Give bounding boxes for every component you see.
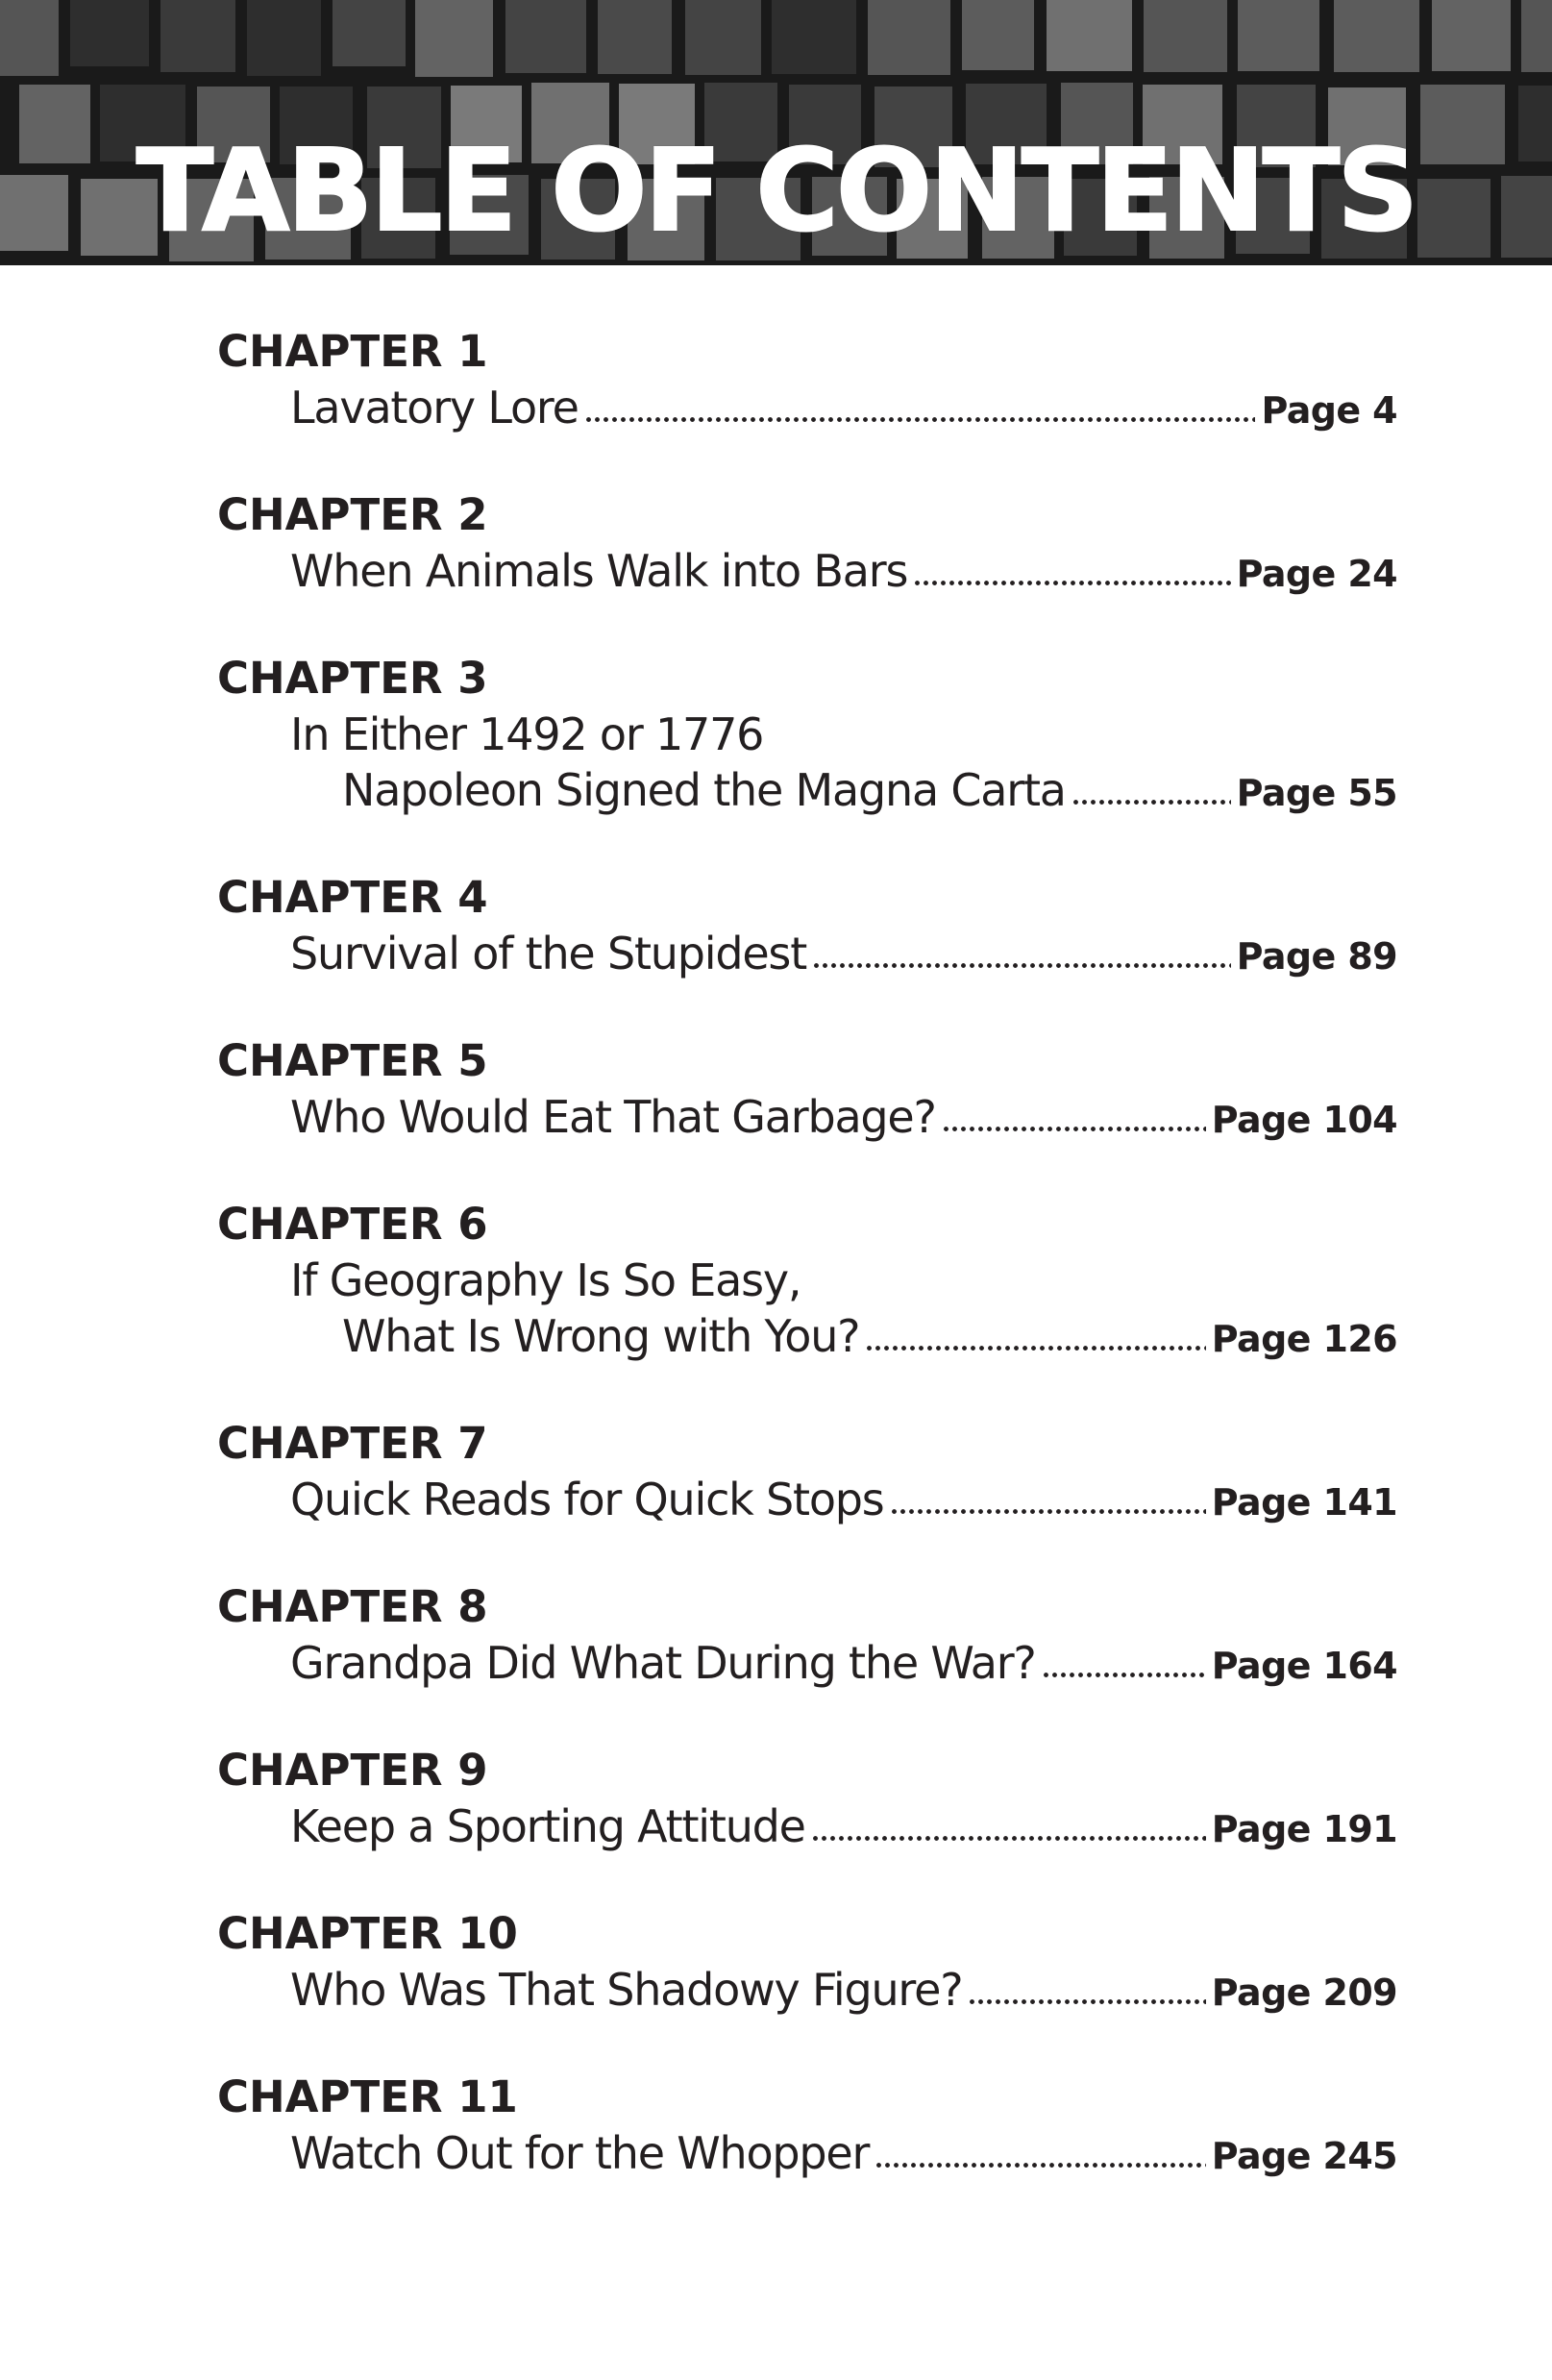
mosaic-tile	[1047, 0, 1132, 71]
chapter-heading: CHAPTER 10	[217, 1908, 518, 1959]
page-number: Page 245	[1211, 2135, 1397, 2177]
mosaic-tile	[70, 0, 149, 66]
page-number: Page 4	[1261, 389, 1397, 432]
page-number: Page 104	[1211, 1099, 1397, 1141]
chapter-title: Who Was That Shadowy Figure?	[290, 1964, 963, 2016]
mosaic-tile	[247, 0, 321, 76]
mosaic-tile	[1334, 0, 1419, 72]
page-number: Page 55	[1236, 772, 1397, 814]
chapter-title: Lavatory Lore	[290, 382, 579, 434]
chapter-entry-5	[217, 1034, 1397, 1198]
chapter-title-line[interactable]	[290, 379, 1397, 436]
chapter-title-line[interactable]	[290, 1471, 1397, 1528]
page-number: Page 191	[1211, 1808, 1397, 1850]
chapter-title-line[interactable]	[342, 1307, 1397, 1365]
chapter-entry-1	[217, 325, 1397, 488]
page-number: Page 164	[1211, 1645, 1397, 1687]
mosaic-tile	[1238, 0, 1319, 71]
chapter-heading: CHAPTER 11	[217, 2071, 518, 2122]
chapter-entry-7	[217, 1417, 1397, 1580]
chapter-title-line[interactable]	[290, 542, 1397, 600]
chapter-entry-10	[217, 1907, 1397, 2070]
mosaic-tile	[0, 0, 59, 76]
chapter-heading: CHAPTER 4	[217, 872, 488, 923]
chapter-title: Grandpa Did What During the War?	[290, 1637, 1036, 1689]
dot-leader	[865, 1342, 1205, 1353]
mosaic-tile	[685, 0, 761, 75]
mosaic-tile	[1521, 0, 1552, 72]
page-number: Page 126	[1211, 1318, 1397, 1360]
dot-leader	[875, 2159, 1206, 2170]
chapter-entry-2	[217, 488, 1397, 652]
chapter-heading: CHAPTER 6	[217, 1199, 488, 1250]
chapter-title: Quick Reads for Quick Stops	[290, 1474, 884, 1525]
mosaic-tile	[1432, 0, 1511, 71]
chapter-heading: CHAPTER 9	[217, 1745, 488, 1796]
chapter-entry-8	[217, 1580, 1397, 1744]
mosaic-tile	[868, 0, 950, 75]
chapter-entry-9	[217, 1744, 1397, 1907]
mosaic-tile	[333, 0, 406, 66]
chapter-title-line[interactable]	[342, 761, 1397, 819]
chapter-heading: CHAPTER 7	[217, 1418, 488, 1469]
chapter-title: Watch Out for the Whopper	[290, 2127, 870, 2179]
chapter-heading: CHAPTER 3	[217, 653, 488, 704]
chapter-title: Who Would Eat That Garbage?	[290, 1091, 936, 1143]
chapter-title: Keep a Sporting Attitude	[290, 1800, 805, 1852]
dot-leader	[1042, 1669, 1206, 1680]
chapter-title-line[interactable]	[290, 1088, 1397, 1146]
dot-leader	[584, 413, 1256, 425]
page-number: Page 209	[1211, 1971, 1397, 2014]
table-of-contents	[217, 325, 1397, 2234]
header-banner	[0, 0, 1552, 265]
chapter-title: When Animals Walk into Bars	[290, 545, 908, 597]
page-number: Page 24	[1236, 553, 1397, 595]
chapter-heading: CHAPTER 2	[217, 489, 488, 540]
chapter-title-line[interactable]	[290, 1634, 1397, 1692]
mosaic-tile	[505, 0, 586, 73]
chapter-title: Napoleon Signed the Magna Carta	[342, 764, 1066, 816]
mosaic-tile	[962, 0, 1034, 70]
dot-leader	[890, 1505, 1206, 1517]
dot-leader	[942, 1123, 1206, 1134]
dot-leader	[811, 1832, 1206, 1844]
chapter-title: Survival of the Stupidest	[290, 928, 807, 979]
chapter-heading: CHAPTER 5	[217, 1035, 488, 1086]
mosaic-tile	[598, 0, 672, 74]
page-number: Page 141	[1211, 1481, 1397, 1524]
mosaic-tile	[160, 0, 235, 72]
chapter-title-line[interactable]	[290, 1961, 1397, 2019]
chapter-title: What Is Wrong with You?	[342, 1310, 860, 1362]
chapter-entry-4	[217, 871, 1397, 1034]
dot-leader	[968, 1996, 1205, 2007]
chapter-title-line[interactable]	[290, 2124, 1397, 2182]
chapter-entry-6	[217, 1198, 1397, 1417]
mosaic-tile	[772, 0, 856, 74]
chapter-title-first-line: In Either 1492 or 1776	[290, 708, 764, 760]
chapter-title-first-line: If Geography Is So Easy,	[290, 1254, 801, 1306]
chapter-title-line[interactable]	[290, 925, 1397, 982]
chapter-entry-3	[217, 652, 1397, 871]
page-number: Page 89	[1236, 935, 1397, 978]
dot-leader	[913, 577, 1230, 588]
dot-leader	[1072, 796, 1231, 807]
page-title: TABLE OF CONTENTS	[135, 124, 1417, 257]
mosaic-tile	[415, 0, 493, 77]
chapter-title-line[interactable]	[290, 1797, 1397, 1855]
chapter-entry-11	[217, 2070, 1397, 2234]
dot-leader	[812, 959, 1231, 971]
mosaic-tile	[1144, 0, 1227, 72]
chapter-heading: CHAPTER 1	[217, 326, 488, 377]
chapter-heading: CHAPTER 8	[217, 1581, 488, 1632]
